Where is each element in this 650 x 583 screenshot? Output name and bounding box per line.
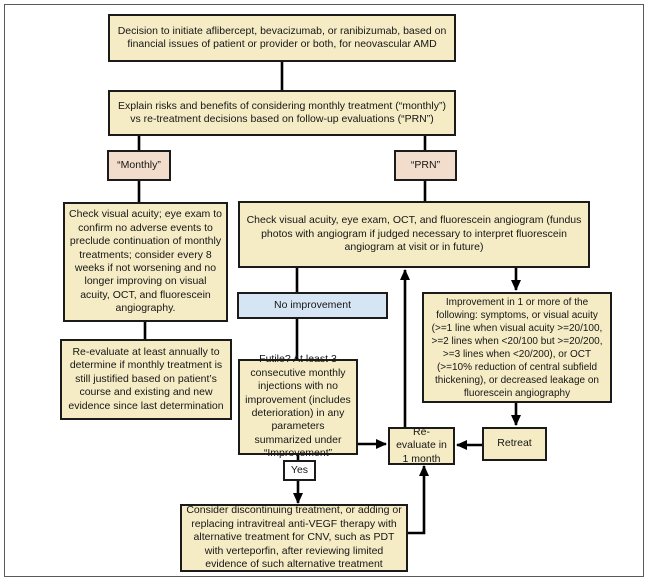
node-reevaluate-1-month <box>388 427 455 465</box>
branch-monthly-text: “Monthly” <box>117 158 161 171</box>
node-explain-risks <box>108 90 456 136</box>
label-no-improvement-text: No improvement <box>273 298 352 311</box>
node-futility-check-text: Futile? At least 3 consecutive monthly injections with no improvement (includes deterioration) in any parameters summarized under “Improvement” <box>245 353 351 460</box>
node-retreat <box>482 427 547 461</box>
node-improvement-criteria <box>422 292 612 403</box>
node-monthly-check-text: Check visual acuity; eye exam to confirm no adverse events to preclude continuation of monthly treatments; consider every 8 weeks if not worsening and no longer improving on visual acuity, OCT, and fluorescein angiography. <box>69 208 222 315</box>
branch-monthly-label <box>107 150 171 181</box>
node-explain-text: Explain risks and benefits of considering monthly treatment (“monthly”) vs re-treatment decisions based on follow-up evaluations (“PRN”) <box>118 99 446 125</box>
branch-prn-label <box>394 150 457 181</box>
node-monthly-check <box>63 202 228 322</box>
label-yes <box>283 460 316 481</box>
node-annual-reevaluation-text: Re-evaluate at least annually to determine if monthly treatment is still justified based on patient’s course and existing and new evidence since last determination <box>68 345 224 412</box>
node-decision-initiate <box>108 14 456 62</box>
node-prn-check <box>238 201 590 268</box>
node-consider-discontinuing <box>180 504 408 572</box>
branch-prn-text: “PRN” <box>410 158 441 171</box>
node-prn-check-text: Check visual acuity, eye exam, OCT, and fluorescein angiogram (fundus photos with angiogram if judged necessary to interpret fluorescein angiogram at visit or in future) <box>246 214 582 254</box>
node-futility-check <box>238 353 358 460</box>
node-retreat-text: Retreat <box>497 437 532 450</box>
node-decision-text: Decision to initiate aflibercept, bevacizumab, or ranibizumab, based on financial issues of patient or provider or both, for neovascular AMD <box>117 24 447 50</box>
node-reevaluate-1-month-text: Re-evaluate in 1 month <box>396 425 447 465</box>
node-consider-discontinuing-text: Consider discontinuing treatment, or adding or replacing intravitreal anti-VEGF therapy with alternative treatment for CNV, such as PDT with verteporfin, after reviewing limited evidence of such alternative treatment <box>186 504 402 571</box>
label-no-improvement <box>237 292 388 319</box>
connector-discontinue-to-reevaluate <box>408 466 424 533</box>
node-annual-reevaluation <box>60 339 232 420</box>
node-improvement-criteria-text: Improvement in 1 or more of the following: symptoms, or visual acuity (>=1 line when visual acuity >=20/100, >=2 lines when <20/100 but >=20/200, >=3 lines when <20/200), or OCT (>=10% reduction of central subfield thickening), or decreased leakage on fluorescein angiography <box>431 296 603 399</box>
label-yes-text: Yes <box>290 463 309 476</box>
